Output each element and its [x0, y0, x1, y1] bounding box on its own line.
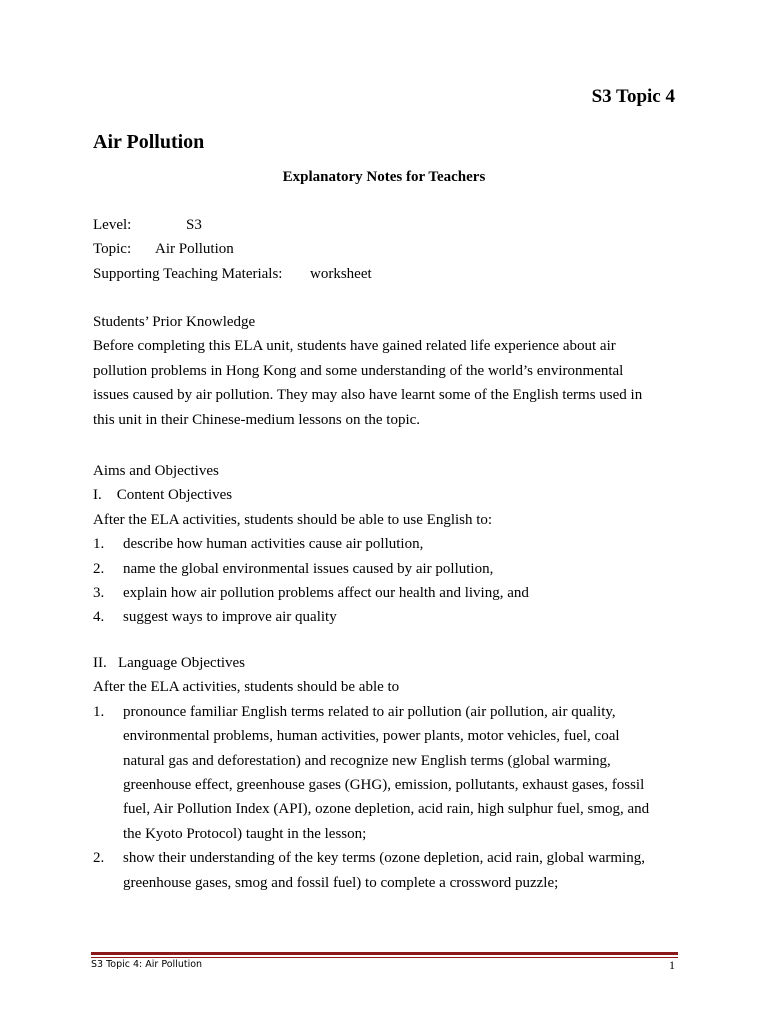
content-objectives-heading: I. Content Objectives	[93, 487, 233, 504]
page-title: Air Pollution	[93, 131, 205, 153]
aims-heading: Aims and Objectives	[93, 463, 219, 479]
list-number: 2.	[93, 850, 105, 867]
list-item	[93, 700, 683, 846]
topic-tag: S3 Topic 4	[591, 86, 675, 107]
list-number: 3.	[93, 584, 105, 601]
list-text-line: the Kyoto Protocol) taught in the lesson;	[123, 825, 367, 842]
footer-title: S3 Topic 4: Air Pollution	[91, 959, 203, 970]
meta-block	[93, 213, 683, 286]
list-text-line: environmental problems, human activities, power plants, motor vehicles, fuel, coal	[123, 728, 620, 745]
content-intro: After the ELA activities, students should be able to use English to:	[93, 511, 493, 528]
list-item	[93, 532, 683, 556]
list-text-line: pronounce familiar English terms related to air pollution (air pollution, air quality,	[123, 703, 616, 720]
list-number: 4.	[93, 609, 105, 626]
list-text: describe how human activities cause air pollution,	[123, 536, 424, 553]
paragraph-line: issues caused by air pollution. They may also have learnt some of the English terms used in	[93, 387, 643, 404]
paragraph-line: pollution problems in Hong Kong and some understanding of the world’s environmental	[93, 362, 624, 379]
materials-line	[93, 262, 683, 286]
list-item	[93, 846, 683, 895]
list-text: name the global environmental issues caused by air pollution,	[123, 560, 494, 577]
footer-rule	[91, 952, 678, 955]
prior-knowledge-heading: Students’ Prior Knowledge	[93, 314, 256, 330]
list-text: explain how air pollution problems affect our health and living, and	[123, 584, 529, 601]
list-text: suggest ways to improve air quality	[123, 609, 337, 626]
list-number: 1.	[93, 536, 105, 553]
list-text-line: show their understanding of the key terms (ozone depletion, acid rain, global warming,	[123, 850, 645, 867]
paragraph-line: this unit in their Chinese-medium lessons on the topic.	[93, 411, 421, 428]
list-number: 2.	[93, 560, 105, 577]
level-line	[93, 213, 683, 237]
topic-value: Air Pollution	[155, 241, 234, 258]
list-text-line: fuel, Air Pollution Index (API), ozone depletion, acid rain, high sulphur fuel, smog, and	[123, 801, 650, 818]
topic-label: Topic:	[93, 241, 132, 258]
list-item	[93, 605, 683, 629]
subtitle: Explanatory Notes for Teachers	[282, 169, 486, 185]
level-value: S3	[186, 217, 202, 233]
list-text-line: greenhouse gases, smog and fossil fuel) to complete a crossword puzzle;	[123, 874, 559, 891]
prior-knowledge-section	[93, 310, 683, 432]
list-text-line: natural gas and deforestation) and recognize new English terms (global warming,	[123, 752, 611, 769]
language-objectives-heading: II. Language Objectives	[93, 655, 246, 671]
list-item	[93, 581, 683, 605]
paragraph-line: Before completing this ELA unit, students have gained related life experience about air	[93, 338, 616, 355]
language-objectives-section	[93, 651, 683, 895]
materials-label: Supporting Teaching Materials:	[93, 265, 283, 282]
page-number: 1	[669, 958, 675, 972]
language-intro: After the ELA activities, students should be able to	[93, 679, 400, 696]
list-item	[93, 557, 683, 581]
level-label: Level:	[93, 217, 132, 233]
aims-section	[93, 459, 683, 630]
topic-line	[93, 237, 683, 261]
list-text-line: greenhouse effect, greenhouse gases (GHG), emission, pollutants, exhaust gases, fossil	[123, 776, 645, 793]
list-number: 1.	[93, 703, 105, 720]
footer-rule-thin	[91, 957, 678, 958]
materials-value: worksheet	[310, 265, 372, 282]
